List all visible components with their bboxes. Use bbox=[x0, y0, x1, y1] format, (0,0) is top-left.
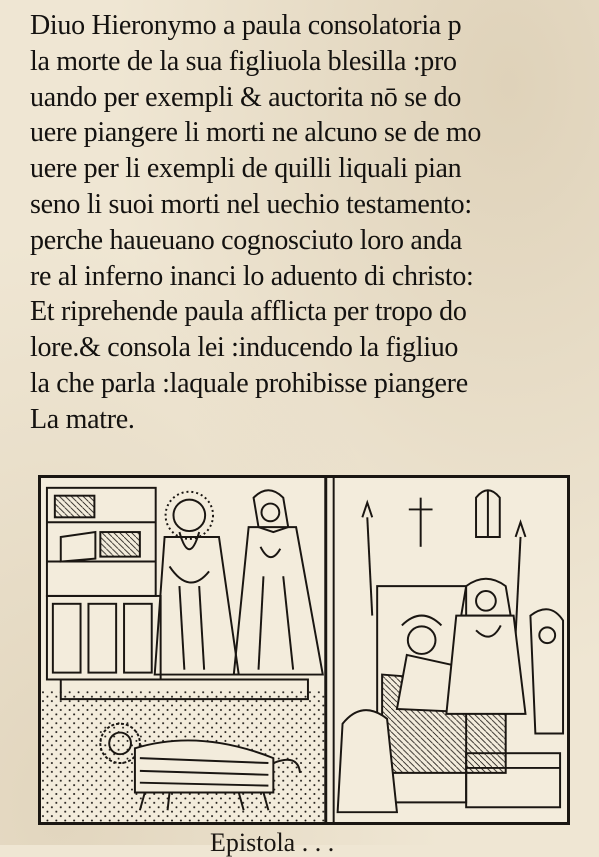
text-line: uando per exempli & auctorita nō se do bbox=[30, 81, 462, 113]
woodcut-illustration bbox=[38, 475, 570, 825]
panel-divider bbox=[326, 478, 334, 822]
cross-icon bbox=[409, 498, 433, 547]
left-scene-jerome-study bbox=[41, 488, 326, 822]
caption-text: Epistola . . . bbox=[210, 828, 335, 857]
text-line: re al inferno inanci lo aduento di christo: bbox=[30, 260, 474, 292]
text-line: uere per li exempli de quilli liquali pian bbox=[30, 153, 462, 185]
paula-figure bbox=[234, 490, 323, 674]
text-line: Diuo Hieronymo a paula consolatoria p bbox=[30, 10, 462, 41]
mourner-figure bbox=[338, 710, 397, 812]
jerome-figure bbox=[155, 492, 239, 675]
text-line: uere piangere li morti ne alcuno se de mo bbox=[30, 117, 482, 149]
mourner-figure bbox=[446, 579, 525, 714]
text-line: la che parla :laquale prohibisse piangere bbox=[30, 367, 468, 399]
window-icon bbox=[476, 490, 500, 537]
text-line: Et riprehende paula afflicta per tropo do bbox=[30, 296, 467, 328]
text-line: lore.& consola lei :inducendo la figliuo bbox=[30, 332, 459, 364]
mourner-figure bbox=[530, 609, 563, 733]
text-line: seno li suoi morti nel uechio testamento: bbox=[30, 188, 472, 220]
book-icon bbox=[55, 496, 140, 562]
text-line: perche haueuano cognosciuto loro anda bbox=[30, 224, 463, 256]
text-line: La matre. bbox=[30, 403, 135, 435]
woodcut-drawing bbox=[41, 478, 567, 822]
right-scene-deathbed bbox=[338, 490, 563, 812]
epistle-heading-text bbox=[30, 8, 590, 438]
text-line: la morte de la sua figliuola blesilla :pro bbox=[30, 45, 457, 77]
